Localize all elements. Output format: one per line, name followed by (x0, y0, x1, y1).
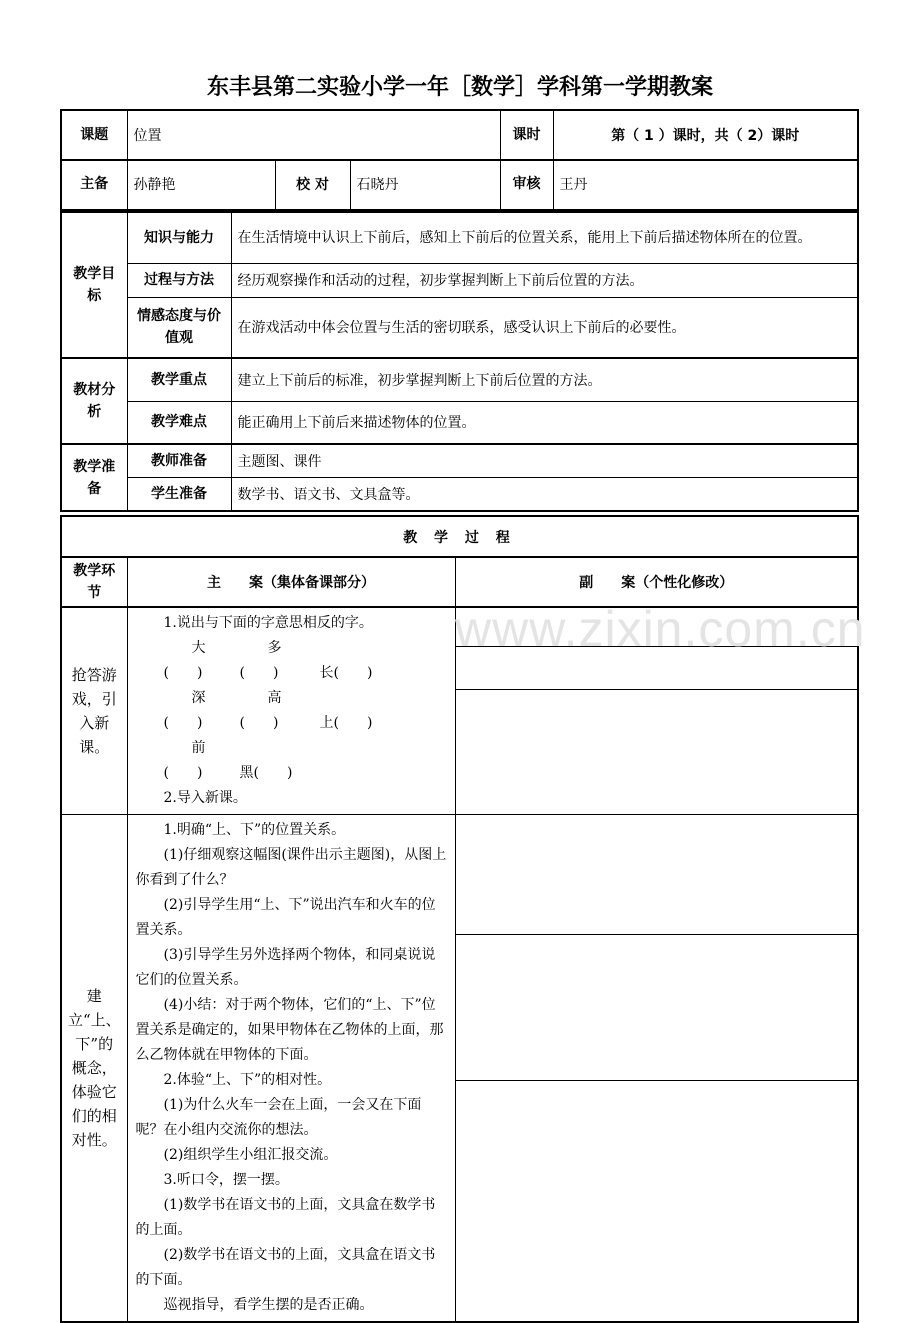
lead-value: 孙静艳 (127, 160, 275, 210)
antonym-item: 多( ) (239, 640, 282, 681)
header-table-row2 (60, 159, 859, 211)
antonym-item: 上( ) (319, 715, 373, 731)
analysis-text: 能正确用上下前后来描述物体的位置。 (231, 401, 858, 444)
prep-label: 教学准备 (61, 444, 127, 511)
stage2-alt-cell (455, 815, 858, 1323)
goal-text: 在游戏活动中体会位置与生活的密切联系，感受认识上下前后的必要性。 (231, 297, 858, 358)
stage2-line: (4)小结：对于两个物体，它们的“上、下”位置关系是确定的，如果甲物体在乙物体的上面，那么乙物体就在甲物体的下面。 (135, 997, 444, 1063)
prep-text: 主题图、课件 (231, 444, 858, 477)
analysis-name: 教学难点 (127, 401, 231, 444)
stage2-line: 1.明确“上、下”的位置关系。 (163, 822, 346, 838)
stage2-line: (2)组织学生小组汇报交流。 (163, 1147, 338, 1163)
stage-column-header: 教学环节 (61, 557, 127, 607)
topic-value: 位置 (127, 110, 500, 160)
process-heading: 教 学 过 程 (61, 516, 858, 557)
main-plan-header: 主 案（集体备课部分） (127, 557, 455, 607)
analysis-name: 教学重点 (127, 358, 231, 401)
review-value: 王丹 (553, 160, 858, 210)
goal-text: 经历观察操作和活动的过程，初步掌握判断上下前后位置的方法。 (231, 263, 858, 297)
stage2-line: (2)数学书在语文书的上面，文具盒在语文书的下面。 (135, 1247, 436, 1288)
stage2-line: (1)为什么火车一会在上面，一会又在下面呢？在小组内交流你的想法。 (135, 1097, 422, 1138)
stage1-line: 2.导入新课。 (163, 790, 247, 806)
goals-label: 教学目标 (61, 212, 127, 358)
header-table (60, 109, 859, 161)
stage2-line: (1)数学书在语文书的上面，文具盒在数学书的上面。 (135, 1197, 436, 1238)
goals-table (60, 211, 859, 512)
antonym-item: 大( ) (163, 640, 206, 681)
topic-label: 课题 (61, 110, 127, 160)
alt-plan-header: 副 案（个性化修改） (455, 557, 858, 607)
prep-name: 学生准备 (127, 477, 231, 511)
goal-name: 过程与方法 (127, 263, 231, 297)
stage2-line: (2)引导学生用“上、下”说出汽车和火车的位置关系。 (135, 897, 436, 938)
watermark: www.zixin.com.cn (455, 601, 866, 657)
antonym-item: 长( ) (319, 665, 373, 681)
antonym-row (136, 636, 447, 686)
goal-name: 情感态度与价值观 (127, 297, 231, 358)
period-value: 第（ 1 ）课时，共（ 2）课时 (553, 110, 858, 160)
stage2-line: 2.体验“上、下”的相对性。 (163, 1072, 332, 1088)
stage2-line: 3.听口令，摆一摆。 (163, 1172, 289, 1188)
proof-label: 校 对 (275, 160, 350, 210)
lead-label: 主备 (61, 160, 127, 210)
proof-value: 石晓丹 (350, 160, 500, 210)
stage1-line: 1.说出与下面的字意思相反的字。 (163, 615, 373, 631)
stage-label: 建立“上、下”的概念，体验它们的相对性。 (61, 815, 127, 1323)
alt-row (456, 935, 858, 1081)
stage2-content (127, 815, 455, 1323)
stage2-line: 巡视指导，看学生摆的是否正确。 (163, 1297, 374, 1313)
alt-row (456, 1081, 858, 1320)
alt-row (456, 690, 858, 735)
antonym-row (136, 736, 447, 786)
analysis-text: 建立上下前后的标准，初步掌握判断上下前后位置的方法。 (231, 358, 858, 401)
antonym-item: 高( ) (239, 690, 282, 731)
page-title: 东丰县第二实验小学一年［数学］学科第一学期教案 (206, 74, 713, 100)
antonym-item: 黑( ) (239, 765, 293, 781)
prep-text: 数学书、语文书、文具盒等。 (231, 477, 858, 511)
goal-name: 知识与能力 (127, 212, 231, 263)
alt-row (456, 815, 858, 935)
stage2-line: (1)仔细观察这幅图(课件出示主题图)，从图上你看到了什么？ (135, 847, 447, 888)
analysis-label: 教材分析 (61, 358, 127, 444)
prep-name: 教师准备 (127, 444, 231, 477)
period-label: 课时 (500, 110, 553, 160)
stage-label: 抢答游戏，引入新课。 (61, 607, 127, 815)
antonym-item: 深( ) (163, 690, 206, 731)
goal-text: 在生活情境中认识上下前后，感知上下前后的位置关系，能用上下前后描述物体所在的位置。 (231, 212, 858, 263)
review-label: 审核 (500, 160, 553, 210)
stage1-content (127, 607, 455, 815)
antonym-item: 前( ) (163, 740, 206, 781)
antonym-row (136, 686, 447, 736)
stage2-line: (3)引导学生另外选择两个物体，和同桌说说它们的位置关系。 (135, 947, 436, 988)
